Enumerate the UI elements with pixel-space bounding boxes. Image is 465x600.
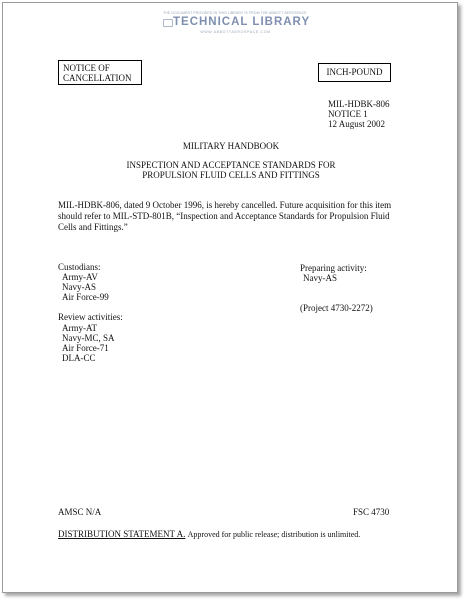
review-item: Army-AT: [62, 323, 97, 333]
banner-title: TECHNICAL LIBRARY: [173, 16, 311, 28]
notice-of-cancellation-box: [58, 60, 142, 85]
project-number: (Project 4730-2272): [300, 303, 373, 313]
review-item: Air Force-71: [62, 343, 109, 353]
document-page: [2, 2, 458, 593]
document-heading: MILITARY HANDBOOK: [182, 141, 280, 151]
amsc-label: AMSC N/A: [58, 507, 102, 517]
custodian-item: Army-AV: [62, 272, 98, 282]
preparing-activity-label: Preparing activity:: [300, 263, 367, 273]
subject-line1: INSPECTION AND ACCEPTANCE STANDARDS FOR: [126, 160, 336, 170]
distribution-statement-label: DISTRIBUTION STATEMENT A.: [58, 529, 186, 539]
fsc-label: FSC 4730: [353, 507, 390, 517]
inch-pound-box: INCH-POUND: [318, 63, 391, 82]
custodian-item: Air Force-99: [62, 292, 109, 302]
preparing-activity-value: Navy-AS: [303, 273, 337, 283]
notice-box-line2: CANCELLATION: [63, 73, 132, 83]
banner-subtitle: WWW.ABBOTTAEROSPACE.COM: [200, 30, 271, 34]
notice-date: 12 August 2002: [328, 119, 386, 129]
distribution-statement: [58, 529, 360, 540]
body-line3: Cells and Fittings.”: [58, 222, 128, 232]
technical-library-banner: [153, 11, 313, 39]
body-line2: should refer to MIL-STD-801B, “Inspection and Acceptance Standards for Propulsion Fluid: [58, 211, 390, 221]
notice-box-line1: NOTICE OF: [63, 63, 110, 73]
custodian-item: Navy-AS: [62, 282, 96, 292]
document-number: MIL-HDBK-806: [328, 99, 390, 109]
subject-line2: PROPULSION FLUID CELLS AND FITTINGS: [142, 170, 320, 180]
notice-number: NOTICE 1: [328, 109, 368, 119]
body-line1: MIL-HDBK-806, dated 9 October 1996, is hereby cancelled. Future acquisition for this item: [58, 200, 392, 210]
review-activities-label: Review activities:: [58, 312, 123, 322]
banner-top-line: THE DOCUMENT PROVIDED IN THIS LIBRARY IS FROM THE ABBOTT AEROSPACE: [163, 11, 307, 15]
review-item: Navy-MC, SA: [62, 333, 115, 343]
review-item: DLA-CC: [62, 353, 96, 363]
distribution-statement-text: Approved for public release; distribution is unlimited.: [187, 530, 361, 539]
custodians-label: Custodians:: [58, 262, 101, 272]
library-logo-icon: [163, 19, 173, 27]
